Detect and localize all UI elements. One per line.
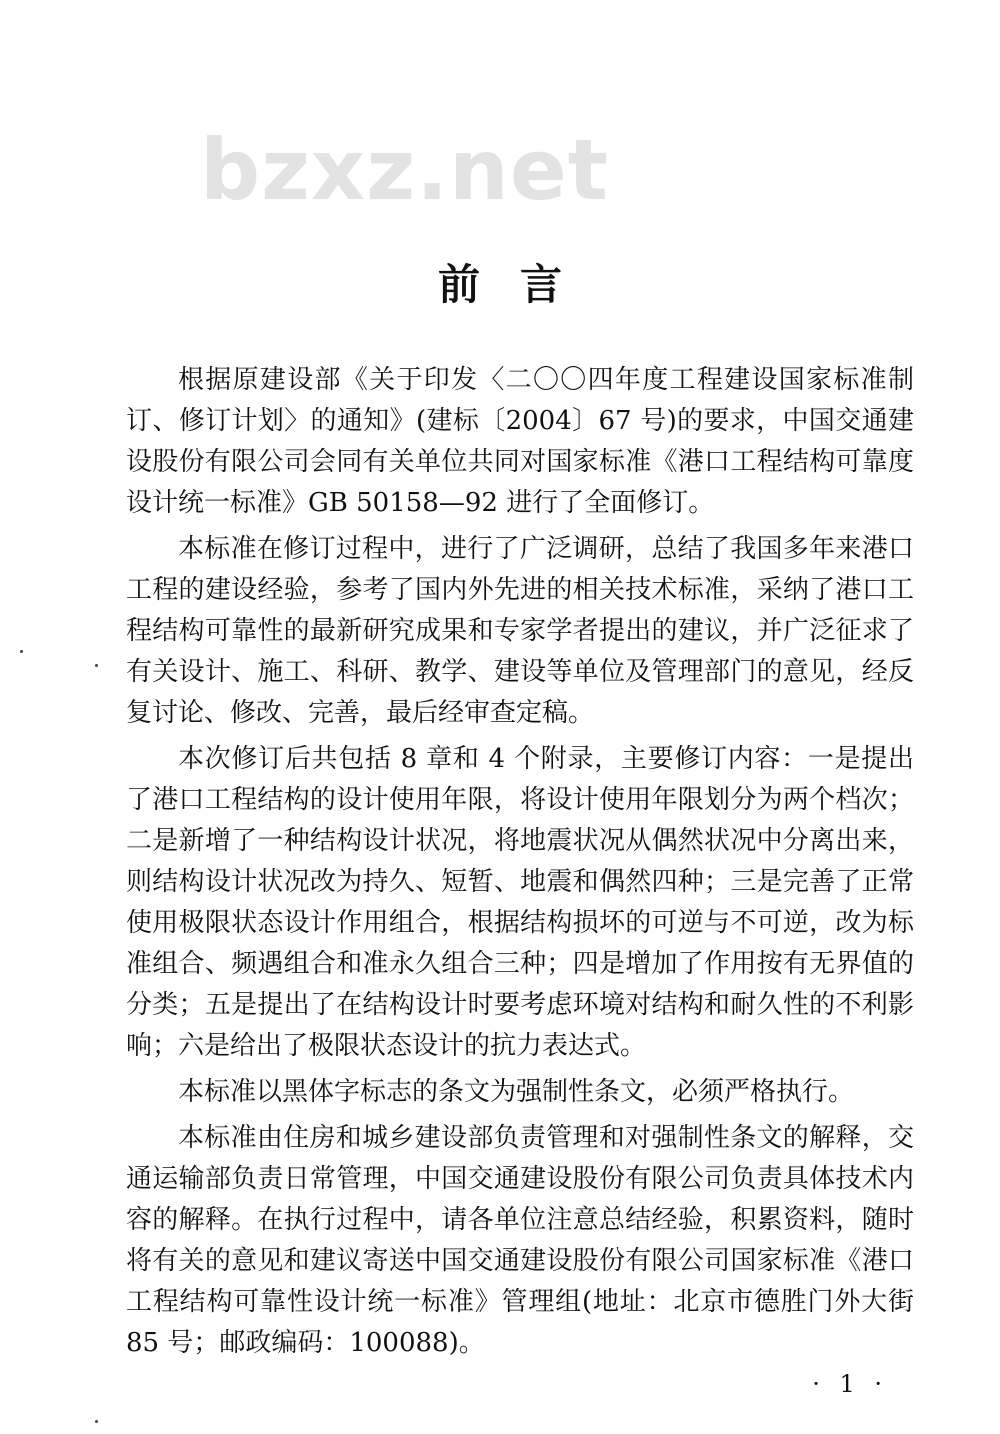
scan-speck [95, 664, 98, 667]
paragraph-2: 本标准在修订过程中，进行了广泛调研，总结了我国多年来港口工程的建设经验，参考了国内外先进的相关技术标准，采纳了港口工程结构可靠性的最新研究成果和专家学者提出的建议，并广泛征求了有关设计、施工、科研、教学、建设等单位及管理部门的意见，经反复讨论、修改、完善，最后经审查定稿。 [126, 534, 914, 728]
watermark: bzxz.net [200, 121, 609, 219]
page-title: 前言 [437, 260, 602, 310]
paragraph-4: 本标准以黑体字标志的条文为强制性条文，必须严格执行。 [178, 1077, 855, 1107]
document-body [126, 360, 914, 1364]
scan-speck [20, 650, 23, 653]
scan-speck [95, 1420, 98, 1423]
paragraph-5: 本标准由住房和城乡建设部负责管理和对强制性条文的解释，交通运输部负责日常管理，中国交通建设股份有限公司负责具体技术内容的解释。在执行过程中，请各单位注意总结经验，积累资料，随时将有关的意见和建议寄送中国交通建设股份有限公司国家标准《港口工程结构可靠性设计统一标准》管理组(地址：北京市德胜门外大街 85 号；邮政编码：100088)。 [126, 1123, 914, 1358]
page-number: · 1 · [812, 1370, 888, 1398]
paragraph-3: 本次修订后共包括 8 章和 4 个附录，主要修订内容：一是提出了港口工程结构的设计使用年限，将设计使用年限划分为两个档次；二是新增了一种结构设计状况，将地震状况从偶然状况中分离出来，则结构设计状况改为持久、短暂、地震和偶然四种；三是完善了正常使用极限状态设计作用组合，根据结构损坏的可逆与不可逆，改为标准组合、频遇组合和准永久组合三种；四是增加了作用按有无界值的分类；五是提出了在结构设计时要考虑环境对结构和耐久性的不利影响；六是给出了极限状态设计的抗力表达式。 [126, 744, 914, 1061]
paragraph-1: 根据原建设部《关于印发〈二〇〇四年度工程建设国家标准制订、修订计划〉的通知》(建标〔2004〕67 号)的要求，中国交通建设股份有限公司会同有关单位共同对国家标准《港口工程结构可靠度设计统一标准》GB 50158—92 进行了全面修订。 [126, 365, 914, 518]
